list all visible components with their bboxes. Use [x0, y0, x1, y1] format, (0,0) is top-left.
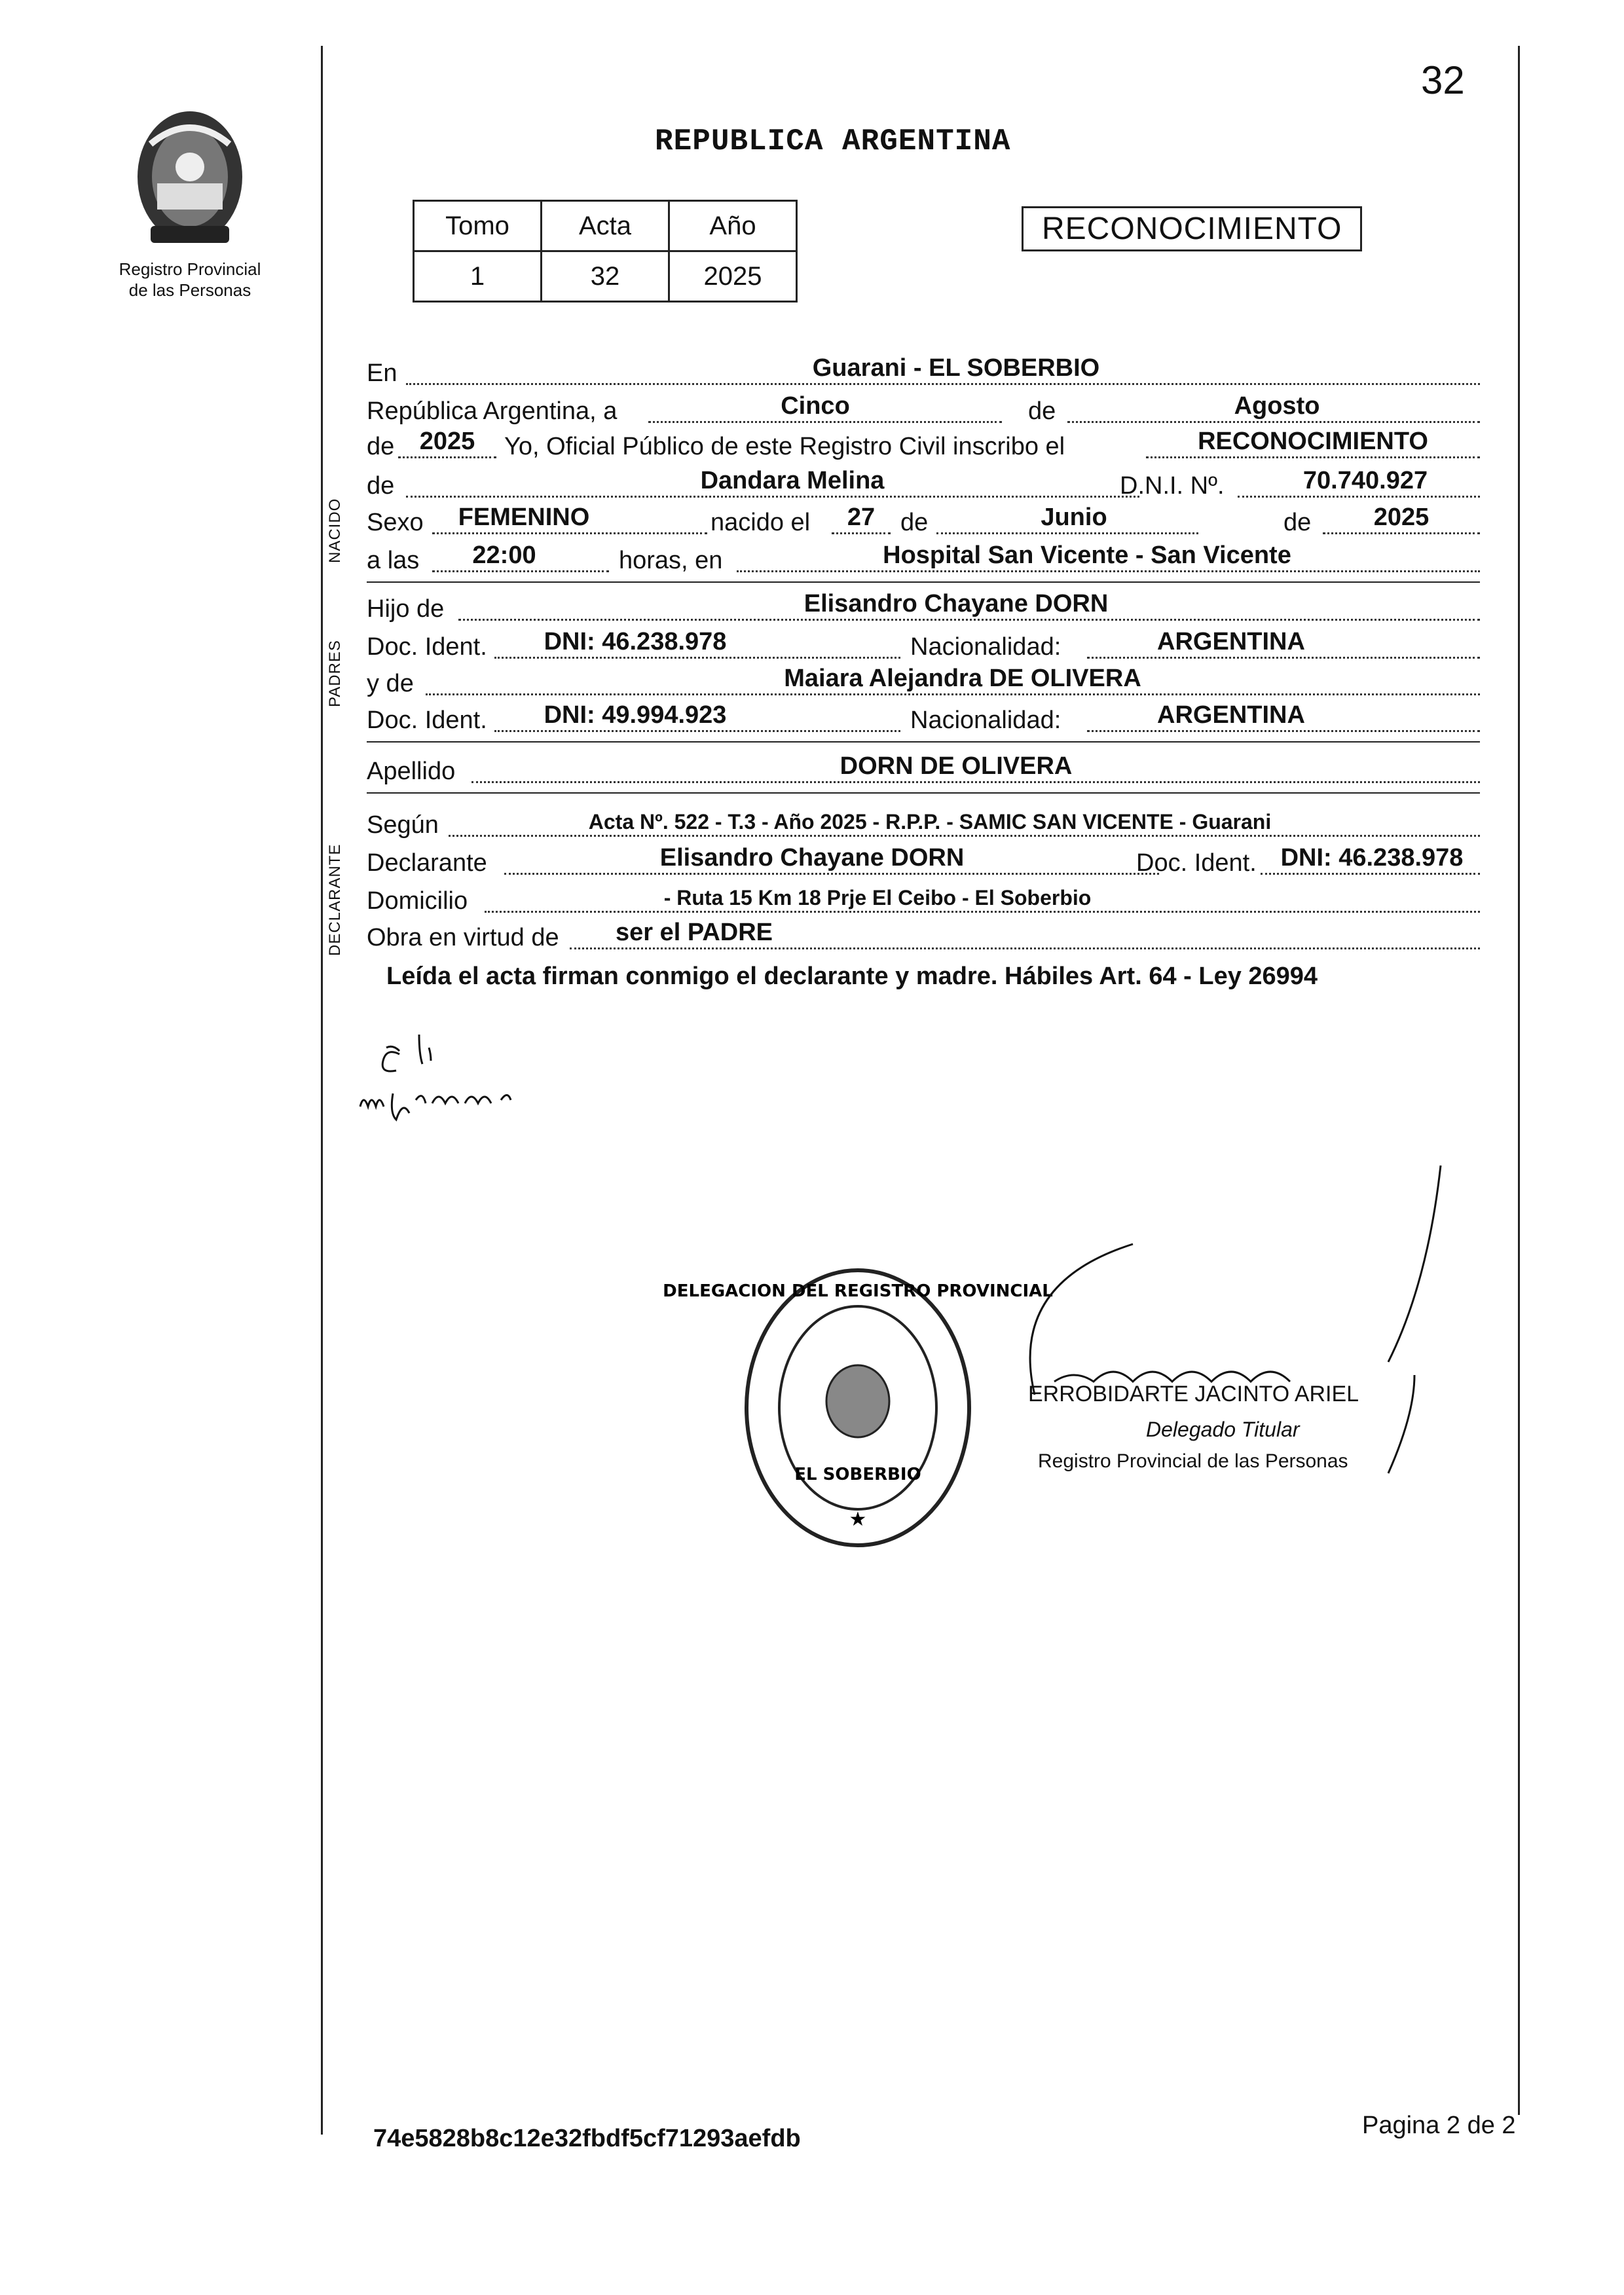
document-title: REPUBLICA ARGENTINA: [655, 124, 1011, 158]
anio-value: 2025: [419, 428, 475, 455]
de5-label: de: [1283, 509, 1312, 536]
segun-value: Acta Nº. 522 - T.3 - Año 2025 - R.P.P. - SAMIC SAN VICENTE - Guarani: [588, 810, 1272, 834]
signer-role: Delegado Titular: [1146, 1418, 1300, 1441]
line-madre: [367, 664, 1480, 701]
line-segun: [367, 805, 1480, 842]
alas-label: a las: [367, 547, 420, 574]
svg-text:DELEGACION DEL REGISTRO PROVIN: DELEGACION DEL REGISTRO PROVINCIAL: [663, 1281, 1053, 1301]
document-type-box: RECONOCIMIENTO: [1022, 206, 1362, 251]
misiones-coat-of-arms-icon: [124, 105, 255, 255]
line-inscribo: [367, 427, 1480, 464]
segun-label: Según: [367, 811, 439, 839]
obra-value: ser el PADRE: [615, 919, 773, 946]
dni-value: 70.740.927: [1302, 467, 1428, 494]
horas-label: horas, en: [619, 547, 723, 574]
tomo-header: Tomo: [414, 201, 542, 251]
section-divider-apellido: [367, 792, 1480, 794]
nac-dia-value: 27: [847, 504, 876, 531]
section-divider-nacido: [367, 581, 1480, 583]
padre-nac-value: ARGENTINA: [1157, 628, 1305, 655]
line-apellido: [367, 752, 1480, 788]
page-number: 32: [1421, 58, 1465, 102]
official-signature-icon: [1008, 1166, 1532, 1493]
apellido-value: DORN DE OLIVERA: [840, 752, 1073, 780]
acta-header: Acta: [542, 201, 669, 251]
official-seal-icon: [663, 1264, 1053, 1552]
domicilio-value: - Ruta 15 Km 18 Prje El Ceibo - El Soberbio: [663, 886, 1092, 909]
inscribo-label: Yo, Oficial Público de este Registro Civil inscribo el: [504, 433, 1065, 460]
obra-label: Obra en virtud de: [367, 924, 559, 951]
nombre-value: Dandara Melina: [700, 467, 885, 494]
en-value: Guarani - EL SOBERBIO: [812, 354, 1100, 382]
line-hora: [367, 541, 1480, 578]
line-hijo: [367, 589, 1480, 626]
doc3-label: Doc. Ident.: [1136, 849, 1257, 877]
line-obra: [367, 918, 1480, 955]
declarante-value: Elisandro Chayane DORN: [659, 844, 965, 872]
padre-doc-value: DNI: 46.238.978: [544, 628, 727, 655]
hijo-label: Hijo de: [367, 595, 445, 623]
side-label-padres: PADRES: [326, 640, 344, 707]
document-hash: 74e5828b8c12e32fbdf5cf71293aefdb: [373, 2125, 801, 2152]
sexo-value: FEMENINO: [458, 504, 590, 531]
line-madre-doc: [367, 701, 1480, 737]
declarante-label: Declarante: [367, 849, 487, 877]
nacido-label: nacido el: [710, 509, 811, 536]
logo-caption-line2: de las Personas: [128, 280, 251, 300]
nacionalidad2-label: Nacionalidad:: [910, 707, 1061, 734]
yde-label: y de: [367, 670, 414, 697]
de-label: de: [1028, 397, 1056, 425]
right-border-line: [1518, 46, 1520, 2115]
apellido-label: Apellido: [367, 758, 456, 785]
dni-label: D.N.I. Nº.: [1120, 472, 1225, 500]
line-padre-doc: [367, 627, 1480, 664]
de3-label: de: [367, 472, 395, 500]
domicilio-label: Domicilio: [367, 887, 468, 915]
dia-value: Cinco: [781, 392, 850, 420]
signer-name: ERROBIDARTE JACINTO ARIEL: [1028, 1382, 1359, 1406]
padre-value: Elisandro Chayane DORN: [803, 590, 1109, 617]
tomo-acta-table: [413, 200, 798, 303]
nacionalidad-label: Nacionalidad:: [910, 633, 1061, 661]
line-domicilio: [367, 881, 1480, 918]
tomo-value: 1: [414, 251, 542, 302]
line-fecha: [367, 392, 1480, 428]
signer-org: Registro Provincial de las Personas: [1038, 1450, 1348, 1472]
doc2-label: Doc. Ident.: [367, 707, 487, 734]
nac-anio-value: 2025: [1373, 504, 1430, 531]
side-label-declarante: DECLARANTE: [326, 843, 344, 956]
de2-label: de: [367, 433, 395, 460]
declarante-doc-value: DNI: 46.238.978: [1280, 844, 1464, 872]
side-label-nacido: NACIDO: [326, 498, 344, 563]
republica-label: República Argentina, a: [367, 397, 618, 425]
madre-nac-value: ARGENTINA: [1157, 701, 1305, 729]
province-logo: [105, 105, 275, 301]
lugar-value: Hospital San Vicente - San Vicente: [883, 542, 1291, 569]
mes-value: Agosto: [1234, 392, 1320, 420]
line-declarante: [367, 843, 1480, 880]
ano-value: 2025: [669, 251, 797, 302]
line-nombre: [367, 466, 1480, 503]
page-indicator: Pagina 2 de 2: [1362, 2112, 1516, 2139]
logo-caption-line1: Registro Provincial: [119, 259, 261, 279]
svg-text:★: ★: [849, 1508, 867, 1531]
ano-header: Año: [669, 201, 797, 251]
madre-doc-value: DNI: 49.994.923: [544, 701, 727, 729]
hora-value: 22:00: [472, 542, 536, 569]
madre-value: Maiara Alejandra DE OLIVERA: [784, 665, 1141, 692]
doc-label: Doc. Ident.: [367, 633, 487, 661]
declarant-signature-icon: [347, 1028, 596, 1159]
section-divider-padres: [367, 741, 1480, 743]
line-en: [367, 354, 1480, 390]
acta-value: 32: [542, 251, 669, 302]
line-sexo: [367, 503, 1480, 540]
closing-statement: Leída el acta firman conmigo el declarante y madre. Hábiles Art. 64 - Ley 26994: [386, 963, 1318, 990]
sexo-label: Sexo: [367, 509, 424, 536]
en-label: En: [367, 359, 397, 387]
svg-text:EL SOBERBIO: EL SOBERBIO: [794, 1465, 921, 1484]
inscribo-value: RECONOCIMIENTO: [1198, 428, 1428, 455]
nac-mes-value: Junio: [1041, 504, 1107, 531]
de4-label: de: [900, 509, 929, 536]
left-border-line: [321, 46, 323, 2135]
